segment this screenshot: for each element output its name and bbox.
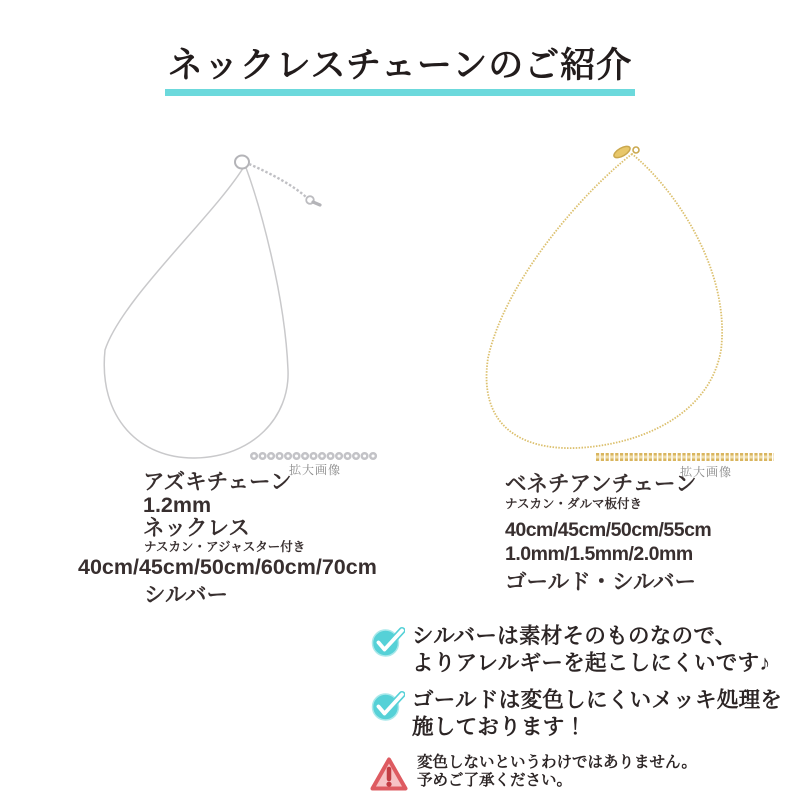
product-right-sizes: 40cm/45cm/50cm/55cm bbox=[505, 519, 712, 541]
feature-line: よりアレルギーを起こしにくいです♪ bbox=[412, 651, 771, 675]
feature-text bbox=[412, 687, 782, 741]
silver-clasp-icon bbox=[235, 156, 249, 169]
product-left-name-line3: ネックレス bbox=[143, 516, 250, 540]
disclaimer-line: 変色しないというわけではありません。 bbox=[417, 754, 697, 771]
product-right-color: ゴールド・シルバー bbox=[505, 570, 697, 594]
product-info-right bbox=[505, 472, 800, 596]
header bbox=[0, 44, 800, 96]
page-title: ネックレスチェーンのご紹介 bbox=[165, 44, 636, 96]
product-left-sizes: 40cm/45cm/50cm/60cm/70cm bbox=[78, 555, 377, 579]
check-icon bbox=[371, 626, 405, 658]
disclaimer-text bbox=[417, 754, 697, 793]
check-icon bbox=[371, 690, 405, 722]
product-left-color: シルバー bbox=[144, 583, 228, 607]
feature-text bbox=[412, 623, 770, 677]
product-right-name: ベネチアンチェーン bbox=[505, 472, 697, 496]
product-right-thickness: 1.0mm/1.5mm/2.0mm bbox=[505, 543, 693, 565]
feature-item-gold bbox=[371, 687, 791, 741]
product-right-attachment-note: ナスカン・ダルマ板付き bbox=[505, 497, 643, 511]
silver-necklace-image bbox=[104, 156, 376, 459]
gold-necklace-image bbox=[487, 144, 774, 457]
feature-line: ゴールドは変色しにくいメッキ処理を bbox=[412, 688, 783, 712]
feature-item-silver bbox=[371, 623, 791, 677]
product-left-attachment-note: ナスカン・アジャスター付き bbox=[144, 540, 306, 554]
zoom-label-right: 拡大画像 bbox=[680, 465, 733, 479]
disclaimer-line: 予めご了承ください。 bbox=[417, 771, 573, 789]
disclaimer bbox=[369, 754, 799, 793]
zoom-label-left: 拡大画像 bbox=[289, 463, 342, 477]
product-left-name-line2: 1.2mm bbox=[143, 493, 212, 517]
product-left-name-line1: アズキチェーン bbox=[143, 470, 292, 494]
feature-line: 施しております！ bbox=[412, 715, 587, 739]
gold-clasp-icon bbox=[612, 144, 632, 160]
warning-icon bbox=[369, 756, 409, 793]
feature-line: シルバーは素材そのものなので、 bbox=[412, 624, 737, 648]
feature-list bbox=[371, 623, 791, 751]
product-info-left bbox=[60, 471, 390, 607]
